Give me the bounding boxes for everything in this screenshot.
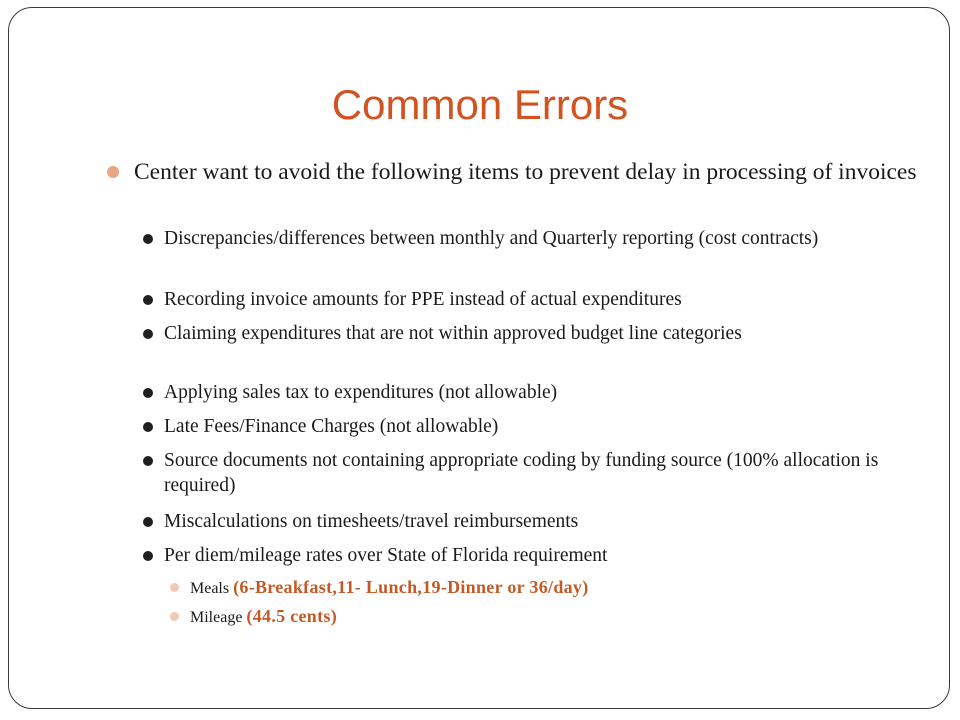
error-text: Claiming expenditures that are not within approved budget line categories bbox=[164, 323, 742, 344]
main-bullet-text: Center want to avoid the following items to prevent delay in processing of invoices bbox=[134, 159, 917, 185]
error-text: Discrepancies/differences between monthly and Quarterly reporting (cost contracts) bbox=[164, 228, 819, 249]
bullet-dot-icon bbox=[143, 295, 153, 305]
bullet-dot-icon bbox=[143, 234, 153, 244]
error-item bbox=[164, 380, 904, 405]
rate-label: Meals bbox=[190, 580, 230, 597]
error-item bbox=[164, 543, 904, 568]
rate-label: Mileage bbox=[190, 609, 243, 626]
main-bullet-item bbox=[134, 158, 924, 187]
error-item bbox=[164, 321, 904, 346]
error-item bbox=[164, 509, 904, 534]
error-item bbox=[164, 448, 904, 498]
bullet-dot-icon bbox=[143, 456, 153, 466]
error-text: Late Fees/Finance Charges (not allowable) bbox=[164, 416, 499, 437]
slide-title: Common Errors bbox=[331, 81, 629, 128]
bullet-dot-icon bbox=[143, 329, 153, 339]
rate-value: (44.5 cents) bbox=[246, 606, 337, 626]
error-text: Source documents not containing appropriate coding by funding source (100% allocation is required) bbox=[164, 450, 879, 496]
error-item bbox=[164, 414, 904, 439]
bullet-dot-icon bbox=[143, 422, 153, 432]
bullet-dot-icon bbox=[143, 551, 153, 561]
bullet-dot-icon bbox=[170, 583, 179, 592]
error-text: Recording invoice amounts for PPE instead of actual expenditures bbox=[164, 289, 682, 310]
error-text: Applying sales tax to expenditures (not allowable) bbox=[164, 382, 558, 403]
bullet-dot-icon bbox=[170, 612, 179, 621]
error-text: Per diem/mileage rates over State of Florida requirement bbox=[164, 545, 608, 566]
error-item bbox=[164, 287, 904, 312]
bullet-dot-icon bbox=[143, 388, 153, 398]
rate-value: (6-Breakfast,11- Lunch,19-Dinner or 36/day) bbox=[233, 577, 589, 597]
error-text: Miscalculations on timesheets/travel reimbursements bbox=[164, 511, 579, 532]
error-item bbox=[164, 226, 904, 251]
rate-item-mileage bbox=[190, 605, 890, 629]
bullet-dot-icon bbox=[143, 517, 153, 527]
rate-item-meals bbox=[190, 576, 890, 600]
bullet-dot-icon bbox=[107, 166, 119, 178]
